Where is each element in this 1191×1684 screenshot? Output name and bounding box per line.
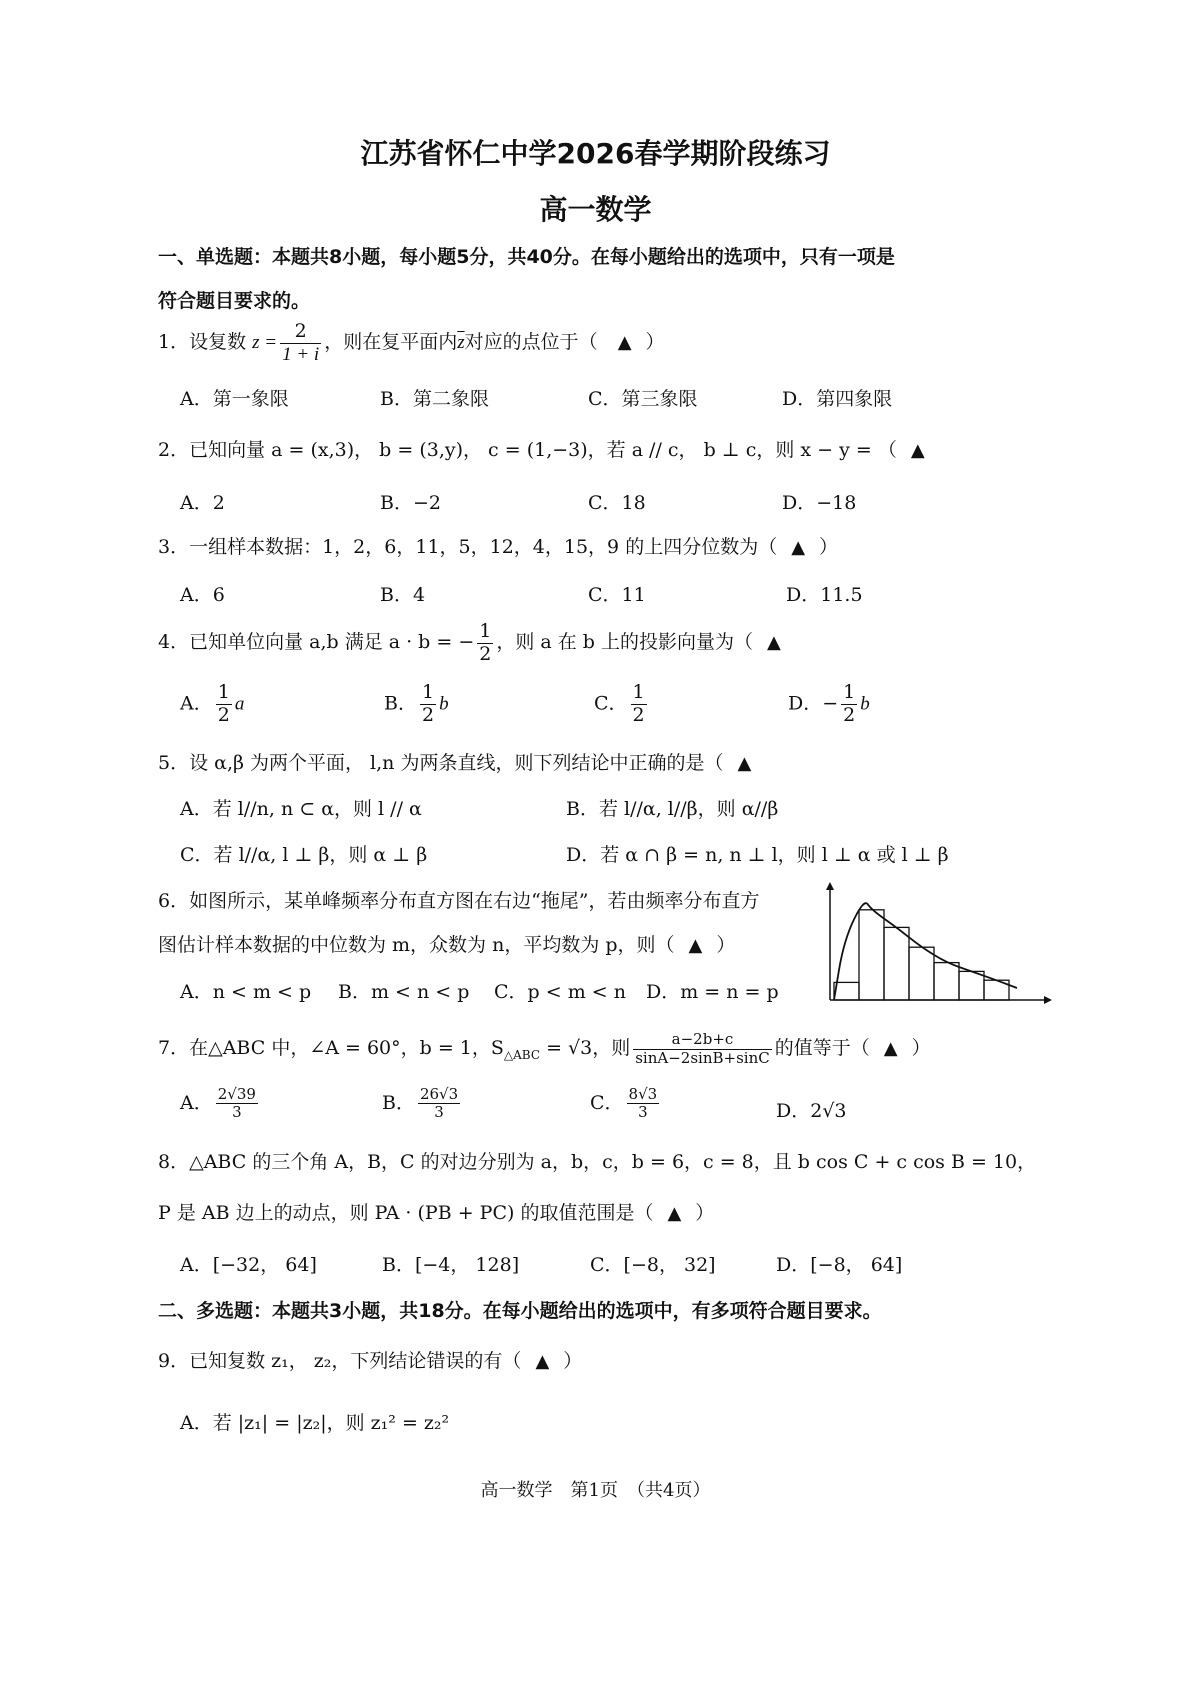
q1-option-b: B．第二象限 [380, 388, 489, 410]
question-1: 1．设复数 z = $\frac{2}{1 + i}$ ，则在复平面内$\overline{z}$对应的点位于（ ▲ ） [158, 319, 665, 365]
histogram-bar [959, 971, 984, 1000]
answer-marker: ▲ [910, 440, 925, 461]
answer-marker: ▲ [737, 753, 752, 774]
page-footer: 高一数学 第1页 （共4页） [480, 1480, 711, 1501]
q1-option-d: D．第四象限 [782, 388, 893, 410]
q8-option-d: D．[−8， 64] [776, 1254, 903, 1276]
question-2: 2．已知向量 a = (x,3)， b = (3,y)， c = (1,−3)，若 a // c， b ⊥ c，则 x − y = （ ▲ [158, 439, 925, 461]
q6-option-d: D．m = n = p [646, 981, 779, 1003]
question-4: 4．已知单位向量 a,b 满足 a · b = − $\frac{1}{2}$ ，则 a 在 b 上的投影向量为（ ▲ [158, 619, 781, 665]
question-8-line2: P 是 AB 边上的动点，则 PA · (PB + PC) 的取值范围是（ ▲ ） [158, 1202, 715, 1224]
answer-marker: ▲ [883, 1038, 898, 1059]
question-9: 9．已知复数 z₁， z₂，下列结论错误的有（ ▲ ） [158, 1350, 583, 1372]
histogram-bar [859, 910, 884, 1000]
histogram-bar [834, 982, 859, 1000]
q1-option-a: A．第一象限 [180, 388, 289, 410]
answer-marker: ▲ [791, 537, 806, 558]
q3-option-d: D．11.5 [786, 584, 863, 606]
question-3: 3．一组样本数据：1，2，6，11，5，12，4，15，9 的上四分位数为（ ▲ ） [158, 536, 839, 558]
q2-option-a: A．2 [180, 492, 225, 514]
answer-marker: ▲ [535, 1351, 550, 1372]
q3-option-a: A．6 [180, 584, 225, 606]
y-axis-arrow [826, 882, 834, 890]
q5-option-a: A．若 l//n, n ⊂ α，则 l // α [180, 798, 422, 820]
q2-option-d: D．−18 [782, 492, 857, 514]
q6-option-c: C．p < m < n [494, 981, 626, 1003]
q2-option-b: B．−2 [380, 492, 441, 514]
q5-option-d: D．若 α ∩ β = n, n ⊥ l，则 l ⊥ α 或 l ⊥ β [566, 844, 949, 866]
q7-option-b: B． $\frac{26√3}{3}$ [382, 1085, 459, 1122]
x-axis-arrow [1044, 996, 1052, 1004]
q7-option-c: C． $\frac{8√3}{3}$ [590, 1085, 658, 1122]
q7-option-d: D．2√3 [776, 1100, 847, 1122]
q8-option-a: A．[−32， 64] [180, 1254, 317, 1276]
q8-option-b: B．[−4， 128] [382, 1254, 520, 1276]
question-6-line1: 6．如图所示，某单峰频率分布直方图在右边“拖尾”，若由频率分布直方 [158, 890, 760, 912]
answer-marker: ▲ [767, 632, 781, 653]
q4-option-b: B． $\frac{1}{2}$ b [384, 681, 449, 726]
q4-option-d: D．− $\frac{1}{2}$ b [788, 681, 870, 726]
q3-option-b: B．4 [380, 584, 426, 606]
q5-option-c: C．若 l//α, l ⊥ β，则 α ⊥ β [180, 844, 428, 866]
q2-option-c: C．18 [588, 492, 646, 514]
density-curve [834, 903, 1017, 1000]
q6-option-b: B．m < n < p [338, 981, 470, 1003]
section1-heading-line2: 符合题目要求的。 [158, 290, 311, 312]
q4-option-a: A． $\frac{1}{2}$ a [180, 681, 245, 726]
question-8-line1: 8．△ABC 的三个角 A，B，C 的对边分别为 a，b，c，b = 6，c = 8，且 b cos C + c cos B = 10， [158, 1151, 1037, 1173]
question-6-line2: 图估计样本数据的中位数为 m，众数为 n，平均数为 p，则（ ▲ ） [158, 934, 736, 956]
q7-option-a: A． $\frac{2√39}{3}$ [180, 1085, 256, 1122]
q1-option-c: C．第三象限 [588, 388, 698, 410]
page-subtitle: 高一数学 [539, 193, 652, 226]
section1-heading-line1: 一、单选题：本题共8小题，每小题5分，共40分。在每小题给出的选项中，只有一项是 [158, 246, 895, 268]
q9-option-a: A．若 |z₁| = |z₂|，则 z₁² = z₂² [180, 1412, 450, 1434]
page-title: 江苏省怀仁中学2026春学期阶段练习 [360, 137, 831, 170]
question-5: 5．设 α,β 为两个平面， l,n 为两条直线，则下列结论中正确的是（ ▲ [158, 752, 752, 774]
q8-option-c: C．[−8， 32] [590, 1254, 716, 1276]
question-7: 7．在△ABC 中，∠A = 60°，b = 1，$S_{\triangle ABC} = √3$，则 $\frac{a-2b+c}{\sin A-2\sin B+\sin C}$ 的值等于（ ▲ ） [158, 1030, 931, 1067]
q6-option-a: A．n < m < p [180, 981, 312, 1003]
q5-option-b: B．若 l//α, l//β，则 α//β [566, 798, 779, 820]
q4-option-c: C． $\frac{1}{2}$ [594, 681, 645, 726]
section2-heading: 二、多选题：本题共3小题，共18分。在每小题给出的选项中，有多项符合题目要求。 [158, 1300, 882, 1322]
histogram-figure [820, 880, 1052, 1008]
histogram-bar [934, 963, 959, 1000]
q3-option-c: C．11 [588, 584, 646, 606]
histogram-bar [909, 947, 934, 1000]
answer-marker: ▲ [617, 332, 632, 353]
answer-marker: ▲ [688, 935, 703, 956]
answer-marker: ▲ [667, 1203, 682, 1224]
histogram-bar [884, 927, 909, 1000]
